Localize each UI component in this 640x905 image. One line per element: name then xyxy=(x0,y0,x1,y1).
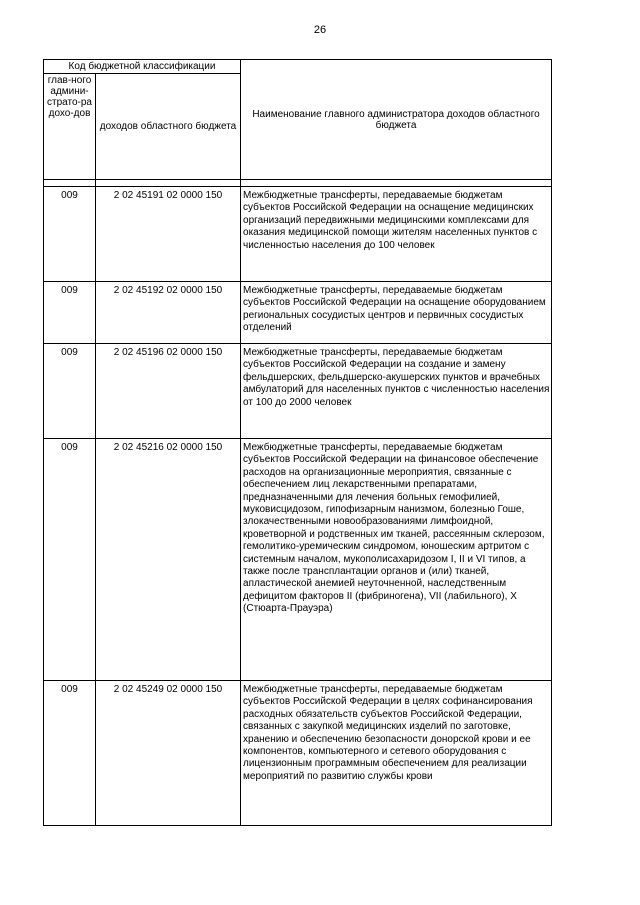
header-row-top xyxy=(44,60,552,74)
table-row xyxy=(44,439,552,681)
budget-classification-table xyxy=(43,59,552,826)
income-code-cell: 2 02 45196 02 0000 150 xyxy=(96,344,241,439)
name-cell: Межбюджетные трансферты, передаваемые бюджетам субъектов Российской Федерации на финансовое обеспечение расходов на организационные мероприятия, связанные с обеспечением лиц лекарственными препаратами, предназначенными для лечения больных гемофилией, муковисцидозом, гипофизарным нанизмом, болезнью Гоше, злокачественными новообразованиями лимфоидной, кроветворной и родственных им тканей, рассеянным склерозом, гемолитико-уремическим синдромом, юношеским артритом с системным началом, мукополисахаридозом I, II и VI типов, а также после трансплантации органов и (или) тканей, апластической анемией неуточненной, наследственным дефицитом факторов II (фибриногена), VII (лабильного), X (Стюарта-Прауэра) xyxy=(241,439,552,681)
admin-code-cell: 009 xyxy=(44,282,96,344)
name-cell: Межбюджетные трансферты, передаваемые бюджетам субъектов Российской Федерации в целях софинансирования расходных обязательств субъектов Российской Федерации, связанных с закупкой медицинских изделий по заготовке, хранению и обеспечению безопасности донорской крови и ее компонентов, компьютерного и сетевого оборудования с лицензионным программным обеспечением для реализации мероприятий по развитию службы крови xyxy=(241,681,552,826)
header-main-administrator: глав-ного админи-страто-ра дохо-дов xyxy=(44,74,96,180)
admin-code-cell: 009 xyxy=(44,344,96,439)
admin-code-cell: 009 xyxy=(44,681,96,826)
header-regional-budget-income: доходов областного бюджета xyxy=(96,74,241,180)
income-code-cell: 2 02 45191 02 0000 150 xyxy=(96,187,241,282)
income-code-cell: 2 02 45192 02 0000 150 xyxy=(96,282,241,344)
table-row xyxy=(44,282,552,344)
admin-code-cell: 009 xyxy=(44,187,96,282)
name-cell: Межбюджетные трансферты, передаваемые бюджетам субъектов Российской Федерации на оснащение оборудованием региональных сосудистых центров и первичных сосудистых отделений xyxy=(241,282,552,344)
page-number: 26 xyxy=(313,24,327,36)
admin-code-cell: 009 xyxy=(44,439,96,681)
table-row xyxy=(44,344,552,439)
income-code-cell: 2 02 45216 02 0000 150 xyxy=(96,439,241,681)
name-cell: Межбюджетные трансферты, передаваемые бюджетам субъектов Российской Федерации на оснащение медицинских организаций передвижными медицинскими комплексами для оказания медицинской помощи жителям населенных пунктов с численностью населения до 100 человек xyxy=(241,187,552,282)
name-cell: Межбюджетные трансферты, передаваемые бюджетам субъектов Российской Федерации на создание и замену фельдшерских, фельдшерско-акушерских пунктов и врачебных амбулаторий для населенных пунктов с численностью населения от 100 до 2000 человек xyxy=(241,344,552,439)
income-code-cell: 2 02 45249 02 0000 150 xyxy=(96,681,241,826)
table-row xyxy=(44,187,552,282)
table-row xyxy=(44,681,552,826)
header-budget-classification-code: Код бюджетной классификации xyxy=(44,60,241,74)
header-administrator-name: Наименование главного администратора доходов областного бюджета xyxy=(241,60,552,180)
spacer-row xyxy=(44,180,552,187)
